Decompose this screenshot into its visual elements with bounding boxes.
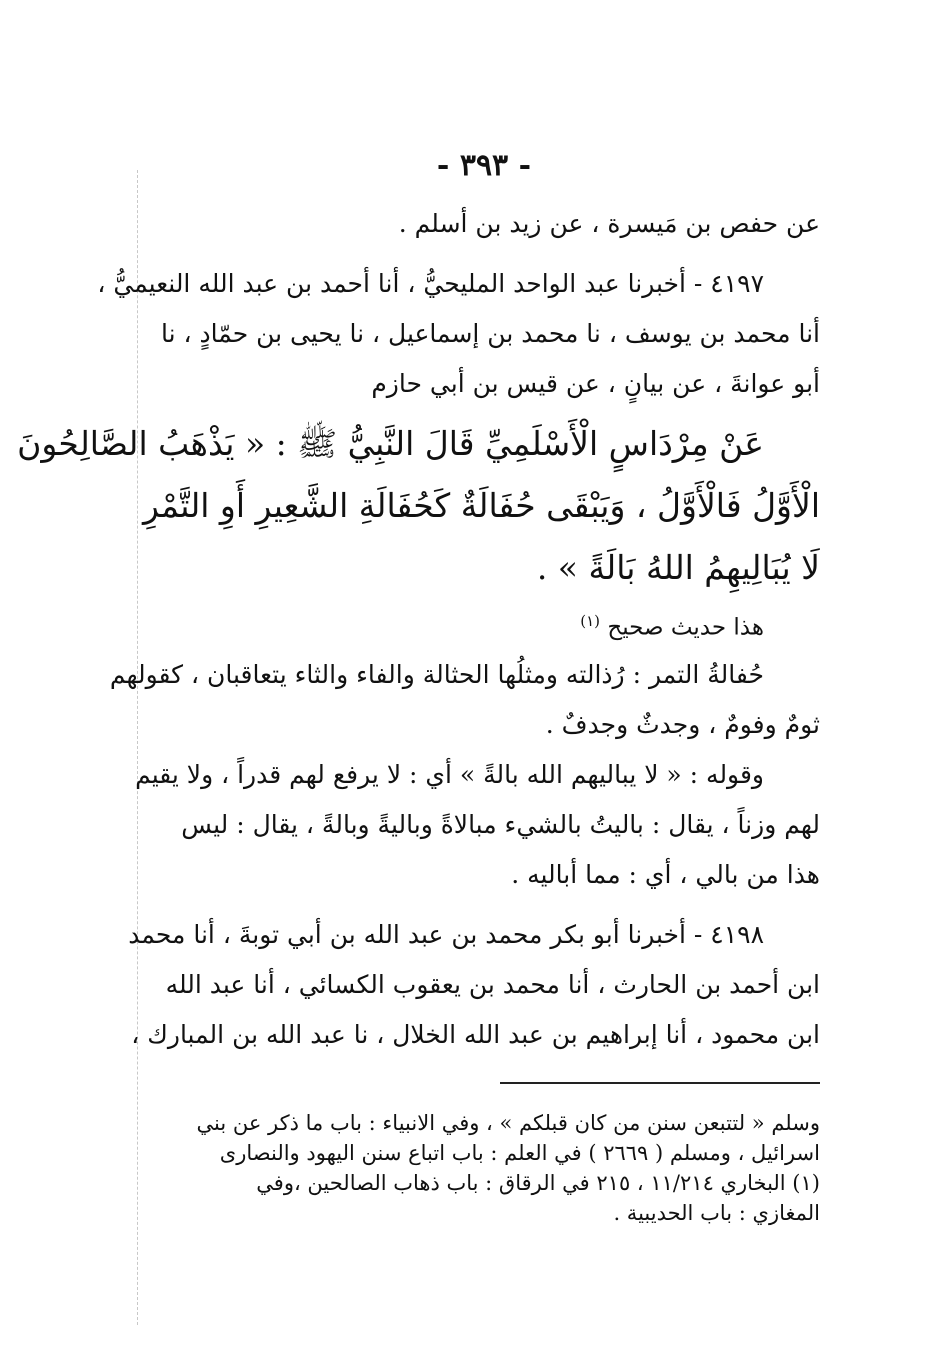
hadith-matn-line: عَنْ مِرْدَاسٍ الْأَسْلَمِيِّ قَالَ النَّبِيُّ ﷺ : « يَذْهَبُ الصَّالِحُونَ	[17, 424, 764, 463]
footnote-line: اسرائيل ، ومسلم ( ٢٦٦٩ ) في العلم : باب اتباع سنن اليهود والنصارى	[219, 1140, 820, 1165]
text-line: أبو عوانةَ ، عن بيانٍ ، عن قيس بن أبي حازم	[371, 369, 820, 398]
hadith-verdict	[148, 599, 820, 650]
explanation-line: لهم وزناً ، يقال : باليتُ بالشيء مبالاةً وباليةً وبالةً ، يقال : ليس	[181, 809, 820, 839]
hadith-matn-line: لَا يُبَالِيهِمُ اللهُ بَالَةً » .	[536, 548, 820, 587]
verdict-text: هذا حديث صحيح	[607, 614, 764, 641]
footnote-line: وسلم « لتتبعن سنن من كان قبلكم » ، وفي الانبياء : باب ما ذكر عن بني	[196, 1110, 820, 1135]
page-number: - ٣٩٣ -	[436, 148, 532, 183]
footnote-divider	[500, 1082, 820, 1084]
footnote-line: (١) البخاري ١١/٢١٤ ، ٢١٥ في الرقاق : باب ذهاب الصالحين ،وفي	[256, 1170, 820, 1195]
hadith-matn-line: الْأَوَّلُ فَالْأَوَّلُ ، وَيَبْقَى حُفَالَةٌ كَحُفَالَةِ الشَّعِيرِ أَوِ التَّمْرِ	[142, 486, 820, 525]
hadith-4197-isnad-line: ٤١٩٧ - أخبرنا عبد الواحد المليحيُّ ، أنا أحمد بن عبد الله النعيميُّ ،	[97, 269, 764, 298]
text-line: ابن محمود ، أنا إبراهيم بن عبد الله الخلال ، نا عبد الله بن المبارك ،	[131, 1019, 820, 1049]
explanation-line: وقوله : « لا يباليهم الله بالةً » أي : لا يرفع لهم قدراً ، ولا يقيم	[135, 759, 764, 789]
explanation-line: حُفالةُ التمر : رُذالته ومثلُها الحثالة والفاء والثاء يتعاقبان ، كقولهم	[109, 659, 764, 689]
explanation-line: ثومٌ وفومٌ ، وجدثٌ وجدفٌ .	[545, 709, 820, 739]
book-page	[17, 148, 820, 1228]
text-line: أنا محمد بن يوسف ، نا محمد بن إسماعيل ، نا يحيى بن حمّادٍ ، نا	[160, 319, 820, 348]
footnote-reference: (١)	[580, 612, 601, 630]
hadith-4198-isnad-line: ٤١٩٨ - أخبرنا أبو بكر محمد بن عبد الله بن أبي توبةَ ، أنا محمد	[128, 919, 764, 949]
text-line: ابن أحمد بن الحارث ، أنا محمد بن يعقوب الكسائي ، أنا عبد الله	[165, 969, 820, 999]
explanation-line: هذا من بالي ، أي : مما أباليه .	[511, 859, 820, 889]
text-line: عن حفص بن مَيسرة ، عن زيد بن أسلم .	[398, 209, 820, 238]
footnote-line: المغازي : باب الحديبية .	[613, 1200, 820, 1225]
scan-edge-line	[137, 170, 138, 1325]
